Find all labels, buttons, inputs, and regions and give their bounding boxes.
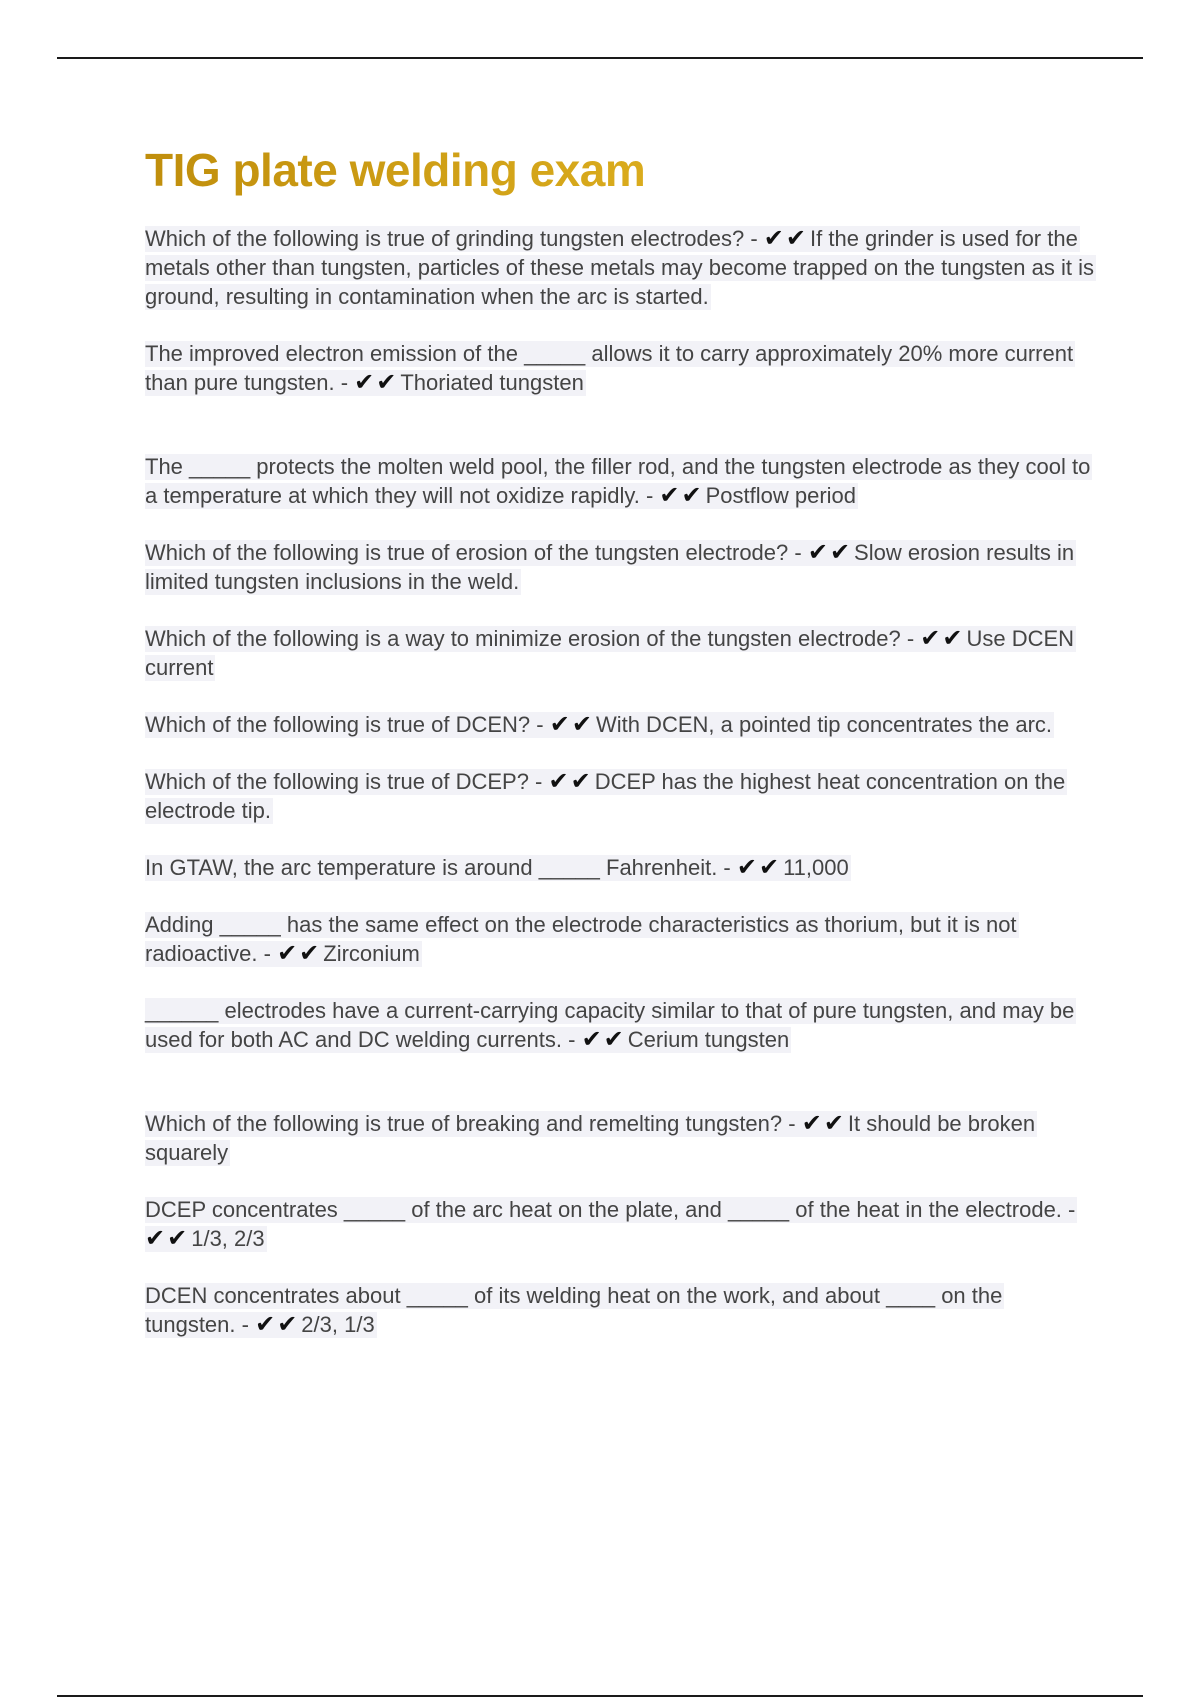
qa-item-7 xyxy=(145,767,1095,825)
question-text: Which of the following is true of breaking and remelting tungsten? - xyxy=(145,1110,802,1136)
double-check-icon: ✔✔ xyxy=(801,1109,846,1137)
qa-item-2 xyxy=(145,339,1095,397)
qa-item-10 xyxy=(145,996,1095,1054)
answer-text: Use DCEN current xyxy=(145,625,1075,680)
question-text: DCEP concentrates _____ of the arc heat on the plate, and _____ of the heat in the electrode. - xyxy=(145,1196,1076,1222)
double-check-icon: ✔✔ xyxy=(659,481,704,509)
question-text: Which of the following is true of erosion of the tungsten electrode? - xyxy=(145,539,808,565)
double-check-icon: ✔✔ xyxy=(920,624,965,652)
double-check-icon: ✔✔ xyxy=(736,853,782,881)
double-check-icon: ✔✔ xyxy=(145,1224,190,1252)
answer-text: If the grinder is used for the metals other than tungsten, particles of these metals may become trapped on the tungsten as it is ground, resulting in contamination when the arc is started. xyxy=(145,225,1094,309)
answer-text: 2/3, 1/3 xyxy=(301,1311,375,1337)
question-text: In GTAW, the arc temperature is around _____ Fahrenheit. - xyxy=(145,854,737,880)
question-text: The _____ protects the molten weld pool, the filler rod, and the tungsten electrode as they cool to a temperature at which they will not oxidize rapidly. - xyxy=(145,453,1091,508)
double-check-icon: ✔✔ xyxy=(549,710,594,738)
double-check-icon: ✔✔ xyxy=(763,224,809,252)
qa-item-4 xyxy=(145,538,1095,596)
answer-text: Postflow period xyxy=(705,482,857,508)
qa-item-13 xyxy=(145,1281,1095,1339)
answer-text: Thoriated tungsten xyxy=(400,369,584,395)
answer-text: With DCEN, a pointed tip concentrates the arc. xyxy=(595,711,1053,737)
answer-text: 11,000 xyxy=(783,854,849,880)
answer-text: Cerium tungsten xyxy=(627,1026,790,1052)
qa-item-1 xyxy=(145,224,1095,311)
double-check-icon: ✔✔ xyxy=(255,1310,300,1338)
qa-item-3 xyxy=(145,452,1095,510)
qa-item-9 xyxy=(145,910,1095,968)
double-check-icon: ✔✔ xyxy=(581,1025,626,1053)
double-check-icon: ✔✔ xyxy=(807,538,853,566)
question-text: Adding _____ has the same effect on the electrode characteristics as thorium, but it is not radioactive. - xyxy=(145,911,1017,966)
footer-rule xyxy=(57,1695,1143,1697)
header-rule xyxy=(57,57,1143,59)
qa-item-8 xyxy=(145,853,1095,882)
double-check-icon: ✔✔ xyxy=(354,368,399,396)
answer-text: 1/3, 2/3 xyxy=(191,1225,265,1251)
question-text: Which of the following is true of DCEP? - xyxy=(145,768,549,794)
qa-item-12 xyxy=(145,1195,1095,1253)
question-text: Which of the following is true of grinding tungsten electrodes? - xyxy=(145,225,764,251)
question-text: Which of the following is a way to minimize erosion of the tungsten electrode? - xyxy=(145,625,921,651)
double-check-icon: ✔✔ xyxy=(277,939,322,967)
question-text: ______ electrodes have a current-carrying capacity similar to that of pure tungsten, and may be used for both AC and DC welding currents. - xyxy=(145,997,1075,1052)
answer-text: Zirconium xyxy=(323,940,420,966)
answer-text: Slow erosion results in limited tungsten inclusions in the weld. xyxy=(145,539,1075,594)
answer-text: It should be broken squarely xyxy=(145,1110,1036,1165)
question-text: Which of the following is true of DCEN? - xyxy=(145,711,550,737)
question-text: DCEN concentrates about _____ of its welding heat on the work, and about ____ on the tungsten. - xyxy=(145,1282,1003,1337)
page-title: TIG plate welding exam xyxy=(145,145,1095,196)
qa-item-11 xyxy=(145,1109,1095,1167)
qa-item-6 xyxy=(145,710,1095,739)
qa-item-5 xyxy=(145,624,1095,682)
double-check-icon: ✔✔ xyxy=(548,767,593,795)
document-body xyxy=(145,145,1095,1339)
answer-text: DCEP has the highest heat concentration on the electrode tip. xyxy=(145,768,1066,823)
question-text: The improved electron emission of the _____ allows it to carry approximately 20% more current than pure tungsten. - xyxy=(145,340,1074,395)
